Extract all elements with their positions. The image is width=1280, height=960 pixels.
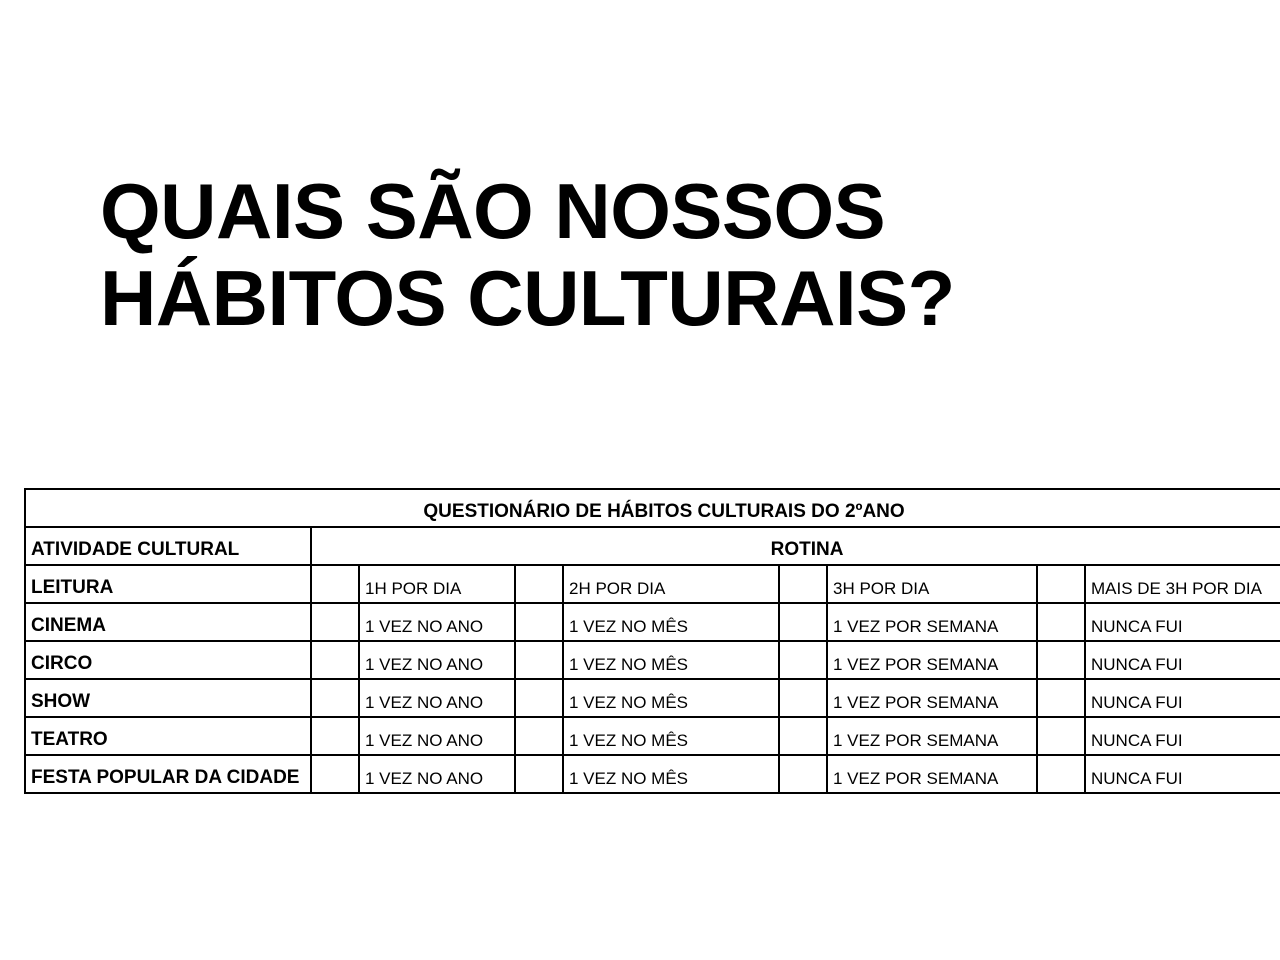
option-label: 1 VEZ POR SEMANA <box>827 717 1037 755</box>
checkbox-cell[interactable] <box>311 565 359 603</box>
option-label: 1 VEZ NO ANO <box>359 603 515 641</box>
option-label: MAIS DE 3H POR DIA <box>1085 565 1280 603</box>
table-row <box>25 679 1280 717</box>
checkbox-cell[interactable] <box>311 717 359 755</box>
checkbox-cell[interactable] <box>311 603 359 641</box>
option-label: 1 VEZ POR SEMANA <box>827 679 1037 717</box>
option-label: 1 VEZ POR SEMANA <box>827 755 1037 793</box>
survey-table-wrapper <box>24 488 1280 794</box>
survey-table <box>24 488 1280 794</box>
option-label: 1 VEZ NO MÊS <box>563 679 779 717</box>
option-label: 1 VEZ POR SEMANA <box>827 641 1037 679</box>
option-label: 2H POR DIA <box>563 565 779 603</box>
page-title-line-1: QUAIS SÃO NOSSOS <box>100 167 886 255</box>
option-label: 1 VEZ NO ANO <box>359 755 515 793</box>
option-label: 1 VEZ NO MÊS <box>563 755 779 793</box>
checkbox-cell[interactable] <box>779 603 827 641</box>
option-label: NUNCA FUI <box>1085 755 1280 793</box>
row-activity-label: FESTA POPULAR DA CIDADE <box>25 755 311 793</box>
table-row <box>25 603 1280 641</box>
option-label: 1 VEZ NO ANO <box>359 679 515 717</box>
option-label: 1 VEZ NO MÊS <box>563 603 779 641</box>
option-label: NUNCA FUI <box>1085 641 1280 679</box>
checkbox-cell[interactable] <box>779 565 827 603</box>
checkbox-cell[interactable] <box>311 755 359 793</box>
row-activity-label: TEATRO <box>25 717 311 755</box>
table-row <box>25 641 1280 679</box>
checkbox-cell[interactable] <box>515 641 563 679</box>
table-row-column-headers <box>25 527 1280 565</box>
page-title-line-2: HÁBITOS CULTURAIS? <box>100 254 955 343</box>
option-label: 3H POR DIA <box>827 565 1037 603</box>
table-header-title: QUESTIONÁRIO DE HÁBITOS CULTURAIS DO 2ºANO <box>25 489 1280 527</box>
option-label: 1 VEZ NO MÊS <box>563 641 779 679</box>
option-label: 1 VEZ POR SEMANA <box>827 603 1037 641</box>
checkbox-cell[interactable] <box>515 755 563 793</box>
option-label: NUNCA FUI <box>1085 679 1280 717</box>
checkbox-cell[interactable] <box>1037 565 1085 603</box>
option-label: 1 VEZ NO MÊS <box>563 717 779 755</box>
column-header-activity: ATIVIDADE CULTURAL <box>25 527 311 565</box>
checkbox-cell[interactable] <box>515 603 563 641</box>
table-row <box>25 565 1280 603</box>
row-activity-label: LEITURA <box>25 565 311 603</box>
checkbox-cell[interactable] <box>515 565 563 603</box>
checkbox-cell[interactable] <box>1037 641 1085 679</box>
checkbox-cell[interactable] <box>1037 679 1085 717</box>
option-label: 1H POR DIA <box>359 565 515 603</box>
checkbox-cell[interactable] <box>779 641 827 679</box>
checkbox-cell[interactable] <box>779 717 827 755</box>
option-label: NUNCA FUI <box>1085 603 1280 641</box>
checkbox-cell[interactable] <box>311 641 359 679</box>
row-activity-label: SHOW <box>25 679 311 717</box>
checkbox-cell[interactable] <box>1037 755 1085 793</box>
checkbox-cell[interactable] <box>1037 717 1085 755</box>
option-label: 1 VEZ NO ANO <box>359 641 515 679</box>
checkbox-cell[interactable] <box>1037 603 1085 641</box>
column-header-routine: ROTINA <box>311 527 1280 565</box>
table-row <box>25 755 1280 793</box>
checkbox-cell[interactable] <box>779 755 827 793</box>
option-label: 1 VEZ NO ANO <box>359 717 515 755</box>
page-title <box>100 168 1180 343</box>
table-row <box>25 717 1280 755</box>
checkbox-cell[interactable] <box>515 717 563 755</box>
option-label: NUNCA FUI <box>1085 717 1280 755</box>
checkbox-cell[interactable] <box>779 679 827 717</box>
checkbox-cell[interactable] <box>515 679 563 717</box>
row-activity-label: CIRCO <box>25 641 311 679</box>
row-activity-label: CINEMA <box>25 603 311 641</box>
table-row-header-title <box>25 489 1280 527</box>
checkbox-cell[interactable] <box>311 679 359 717</box>
